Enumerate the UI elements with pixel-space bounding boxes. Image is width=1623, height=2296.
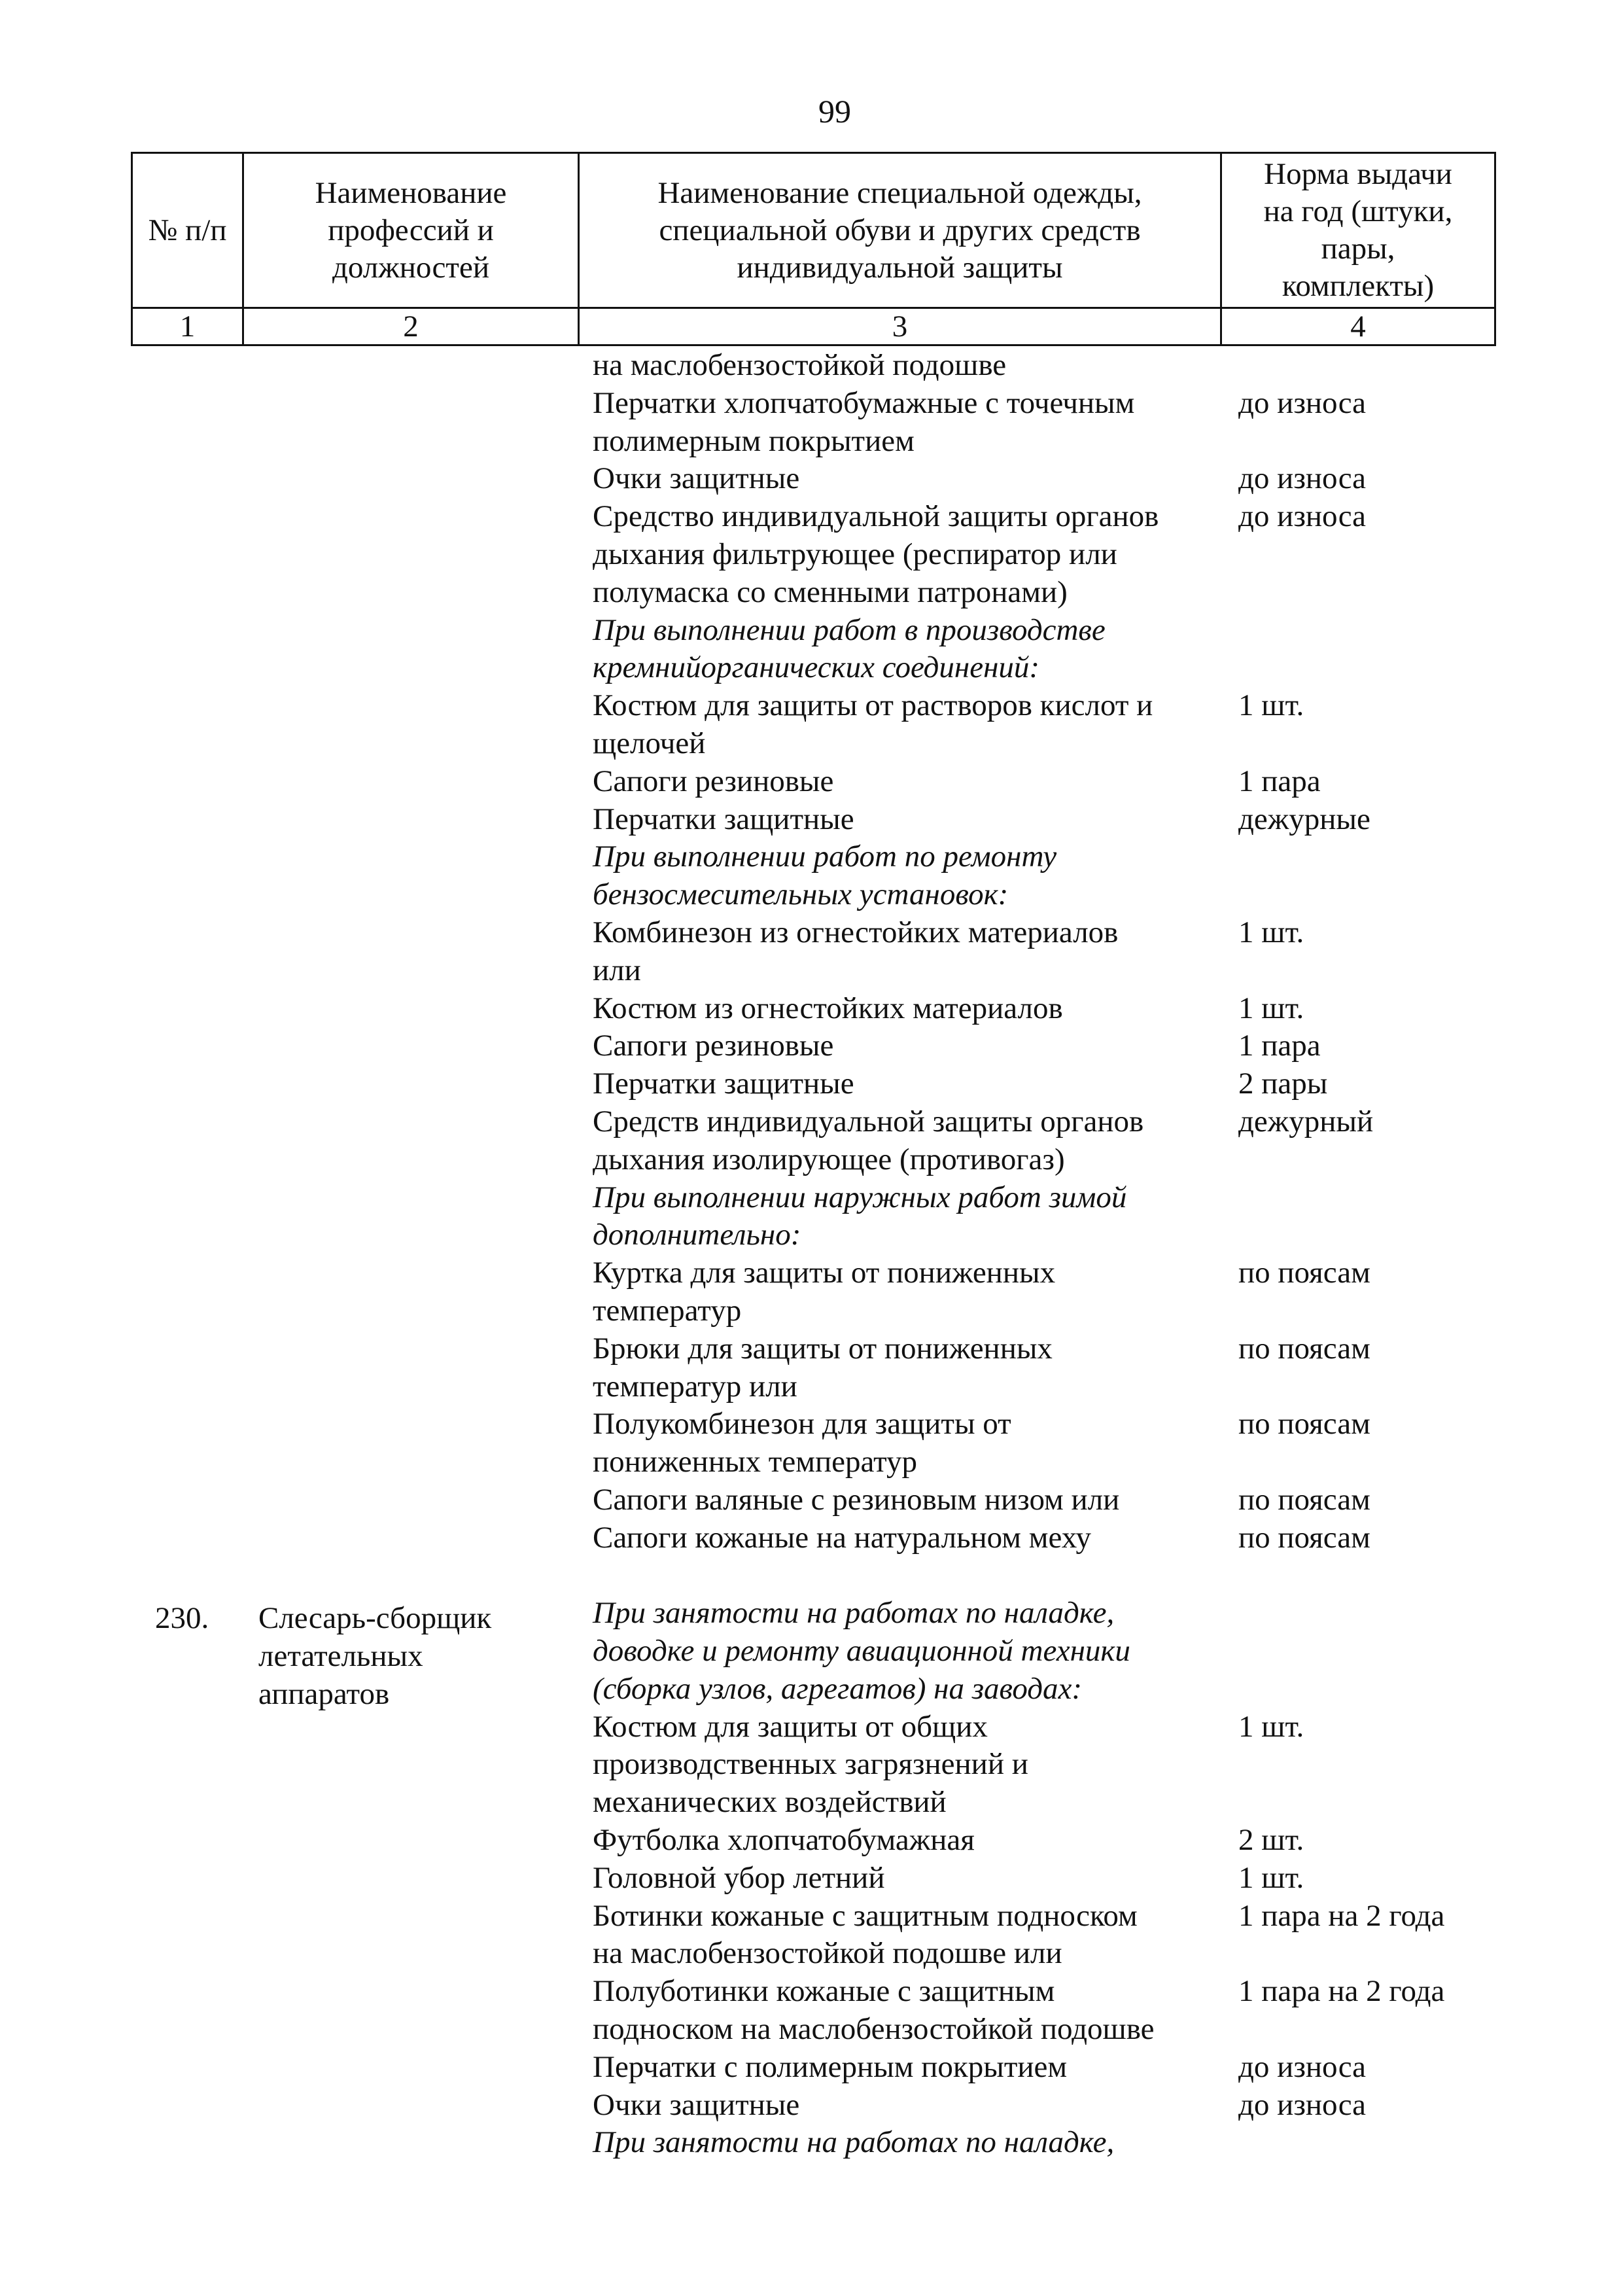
- norm-line: [1238, 347, 1513, 385]
- norm-line: 2 пары: [1238, 1067, 1328, 1101]
- norm-line: [1238, 838, 1513, 876]
- norm-line: 1 шт.: [1238, 991, 1304, 1025]
- equipment-line: дополнительно:: [593, 1218, 801, 1252]
- equipment-line: Брюки для защиты от пониженных: [593, 1331, 1053, 1366]
- norm-line: [1238, 1443, 1513, 1481]
- equipment-line: При выполнении работ в производстве: [593, 612, 1106, 647]
- norm-line: 1 шт.: [1238, 915, 1304, 949]
- equipment-line: пониженных температур: [593, 1445, 918, 1479]
- column-number-1: 1: [132, 308, 243, 345]
- equipment-line: Полукомбинезон для защиты от: [593, 1407, 1011, 1441]
- norm-line: 1 пара: [1238, 764, 1321, 798]
- equipment-line: Очки защитные: [593, 2087, 800, 2122]
- equipment-line: дыхания изолирующее (противогаз): [593, 1142, 1065, 1176]
- norm-line: 1 пара на 2 года: [1238, 1898, 1445, 1933]
- equipment-line: Головной убор летний: [593, 1860, 885, 1895]
- equipment-line: Сапоги резиновые: [593, 1029, 834, 1063]
- norm-line: до износа: [1238, 461, 1366, 496]
- column-numbers-row: [132, 308, 1495, 345]
- norms-list: [1238, 347, 1513, 2162]
- header-col-profession: Наименование профессий и должностей: [243, 153, 579, 308]
- norm-line: 1 шт.: [1238, 688, 1304, 723]
- equipment-line: Ботинки кожаные с защитным подноском: [593, 1898, 1138, 1933]
- norm-line: [1238, 1292, 1513, 1330]
- equipment-line: доводке и ремонту авиационной техники: [593, 1634, 1130, 1669]
- equipment-line: Средство индивидуальной защиты органов: [593, 499, 1159, 534]
- header-table: [131, 152, 1496, 346]
- norm-line: по поясам: [1238, 1482, 1370, 1517]
- norm-line: 1 шт.: [1238, 1709, 1304, 1744]
- column-number-4: 4: [1221, 308, 1495, 345]
- header-col-equipment: Наименование специальной одежды, специальной обуви и других средств индивидуальной защиты: [579, 153, 1221, 308]
- norm-line: [1238, 1935, 1513, 1973]
- equipment-line: кремнийорганических соединений:: [593, 650, 1040, 685]
- equipment-line: производственных загрязнений и: [593, 1747, 1028, 1782]
- norm-line: до износа: [1238, 2049, 1366, 2084]
- norm-line: 1 пара на 2 года: [1238, 1974, 1445, 2009]
- norm-line: [1238, 1670, 1513, 1708]
- norm-line: [1238, 876, 1513, 914]
- norm-line: [1238, 1557, 1513, 1595]
- norm-line: [1238, 1633, 1513, 1670]
- equipment-line: полумаска со сменными патронами): [593, 574, 1068, 609]
- norm-line: 1 шт.: [1238, 1860, 1304, 1895]
- equipment-line: Сапоги резиновые: [593, 764, 834, 798]
- norm-line: [1238, 574, 1513, 612]
- equipment-line: При занятости на работах по наладке,: [593, 2125, 1115, 2160]
- row-230-profession: [258, 1600, 553, 1713]
- equipment-line: Сапоги кожаные на натуральном меху: [593, 1520, 1091, 1555]
- equipment-line: Перчатки защитные: [593, 802, 854, 836]
- norm-line: по поясам: [1238, 1520, 1370, 1555]
- equipment-line: на маслобензостойкой подошве или: [593, 1936, 1062, 1971]
- equipment-line: [593, 1557, 1208, 1595]
- equipment-line: Костюм для защиты от общих: [593, 1709, 988, 1744]
- equipment-line: Перчатки с полимерным покрытием: [593, 2049, 1068, 2084]
- norm-line: дежурный: [1238, 1104, 1374, 1139]
- profession-line: летательных: [258, 1638, 423, 1673]
- equipment-line: температур: [593, 1293, 742, 1328]
- norm-line: по поясам: [1238, 1256, 1370, 1290]
- norm-line: 2 шт.: [1238, 1823, 1304, 1858]
- norm-line: [1238, 725, 1513, 763]
- page-number: 99: [818, 93, 851, 130]
- equipment-line: При занятости на работах по наладке,: [593, 1596, 1115, 1631]
- equipment-line: Костюм для защиты от растворов кислот и: [593, 688, 1153, 723]
- equipment-line: Средств индивидуальной защиты органов: [593, 1104, 1144, 1139]
- equipment-line: Футболка хлопчатобумажная: [593, 1823, 975, 1858]
- header-col-number: № п/п: [132, 153, 243, 308]
- norm-line: до износа: [1238, 2087, 1366, 2122]
- norm-line: до износа: [1238, 499, 1366, 534]
- row-230-number: 230.: [155, 1601, 209, 1635]
- equipment-line: на маслобензостойкой подошве: [593, 348, 1007, 382]
- equipment-line: Очки защитные: [593, 461, 800, 496]
- equipment-line: щелочей: [593, 726, 706, 760]
- norm-line: [1238, 1216, 1513, 1254]
- equipment-line: Комбинезон из огнестойких материалов: [593, 915, 1119, 949]
- profession-line: аппаратов: [258, 1676, 390, 1711]
- equipment-line: (сборка узлов, агрегатов) на заводах:: [593, 1671, 1082, 1706]
- norm-line: дежурные: [1238, 802, 1370, 836]
- equipment-line: температур или: [593, 1369, 797, 1404]
- norm-line: [1238, 1746, 1513, 1784]
- norm-line: до износа: [1238, 385, 1366, 420]
- norm-line: [1238, 536, 1513, 574]
- norm-line: по поясам: [1238, 1407, 1370, 1441]
- equipment-line: Куртка для защиты от пониженных: [593, 1256, 1056, 1290]
- norm-line: [1238, 423, 1513, 461]
- norm-line: 1 пара: [1238, 1029, 1321, 1063]
- equipment-line: Полуботинки кожаные с защитным: [593, 1974, 1055, 2009]
- norm-line: [1238, 2124, 1513, 2162]
- equipment-line: Костюм из огнестойких материалов: [593, 991, 1063, 1025]
- equipment-line: бензосмесительных установок:: [593, 877, 1009, 912]
- norm-line: по поясам: [1238, 1331, 1370, 1366]
- equipment-line: полимерным покрытием: [593, 423, 915, 458]
- equipment-line: При выполнении наружных работ зимой: [593, 1180, 1127, 1214]
- norm-line: [1238, 952, 1513, 990]
- equipment-line: подноском на маслобензостойкой подошве: [593, 2012, 1155, 2047]
- column-number-3: 3: [579, 308, 1221, 345]
- header-row: [132, 153, 1495, 308]
- norm-line: [1238, 2011, 1513, 2049]
- equipment-line: Перчатки хлопчатобумажные с точечным: [593, 385, 1135, 420]
- equipment-line: Сапоги валяные с резиновым низом или: [593, 1482, 1120, 1517]
- norm-line: [1238, 1595, 1513, 1633]
- equipment-line: дыхания фильтрующее (респиратор или: [593, 537, 1117, 571]
- equipment-list: [593, 347, 1208, 2162]
- norm-line: [1238, 1784, 1513, 1822]
- equipment-line: Перчатки защитные: [593, 1067, 854, 1101]
- norm-line: [1238, 612, 1513, 650]
- norm-line: [1238, 649, 1513, 687]
- equipment-line: механических воздействий: [593, 1785, 947, 1820]
- norm-line: [1238, 1141, 1513, 1179]
- equipment-line: или: [593, 953, 641, 987]
- header-col-norm: Норма выдачи на год (штуки, пары, комплекты): [1221, 153, 1495, 308]
- norm-line: [1238, 1368, 1513, 1406]
- profession-line: Слесарь-сборщик: [258, 1601, 492, 1635]
- column-number-2: 2: [243, 308, 579, 345]
- equipment-line: При выполнении работ по ремонту: [593, 839, 1057, 874]
- norm-line: [1238, 1179, 1513, 1217]
